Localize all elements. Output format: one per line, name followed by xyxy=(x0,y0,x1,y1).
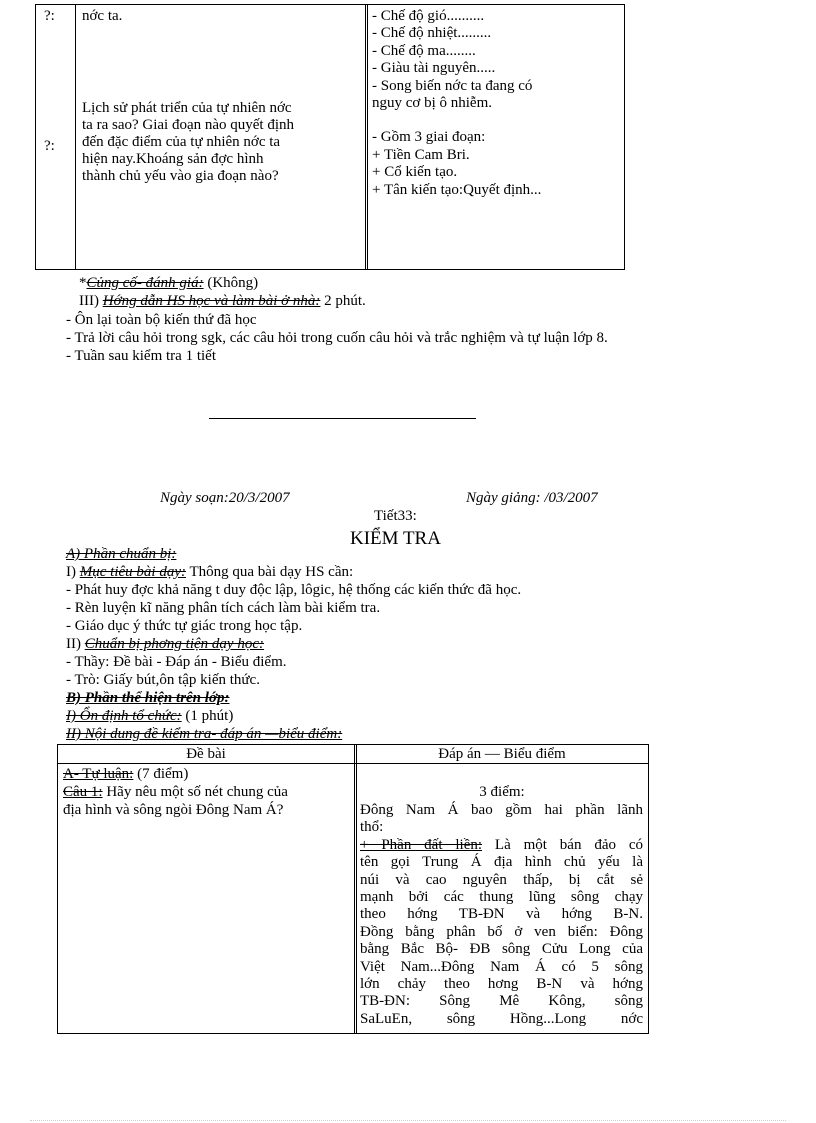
question-line: ta ra sao? Giai đoạn nào quyết định xyxy=(82,117,295,133)
consolidate-label: Củng cố- đánh giá: xyxy=(86,275,204,291)
objective-label: Mục tiêu bài dạy: xyxy=(79,564,186,580)
answer-line: + Cổ kiến tạo. xyxy=(372,164,458,181)
homework-line xyxy=(79,293,366,310)
column-header: Đáp án — Biểu điểm xyxy=(438,746,566,762)
section-number: III) xyxy=(79,293,103,309)
answer-line: Đồng bằng phân bố ở ven biển: Đông xyxy=(360,923,643,940)
question-1-text: địa hình và sông ngòi Đông Nam Á? xyxy=(63,802,284,818)
section-a-heading: A) Phần chuẩn bị: xyxy=(66,546,177,562)
answer-line: + Tân kiến tạo:Quyết định... xyxy=(372,181,542,198)
answer-line: núi và cao nguyên thấp, bị cắt sẻ xyxy=(360,871,643,888)
part-a-label: A- Tự luận: xyxy=(63,766,134,782)
prep-item: - Thầy: Đề bài - Đáp án - Biểu điểm. xyxy=(66,654,287,670)
column-divider xyxy=(365,5,368,269)
answer-line: mạnh bởi các thung lũng sông chạy xyxy=(360,889,643,906)
question-line: đến đặc điểm của tự nhiên nớc ta xyxy=(82,134,281,150)
section-number: I) xyxy=(66,564,80,580)
objective-line xyxy=(66,564,353,581)
answer-line: - Chế độ gió.......... xyxy=(372,8,485,24)
organization-label: I) Ổn định tổ chức: xyxy=(66,708,182,724)
answer-line: - Song biến nớc ta đang có xyxy=(372,77,533,94)
answer-line: Việt Nam...Đông Nam Á có 5 sông xyxy=(360,958,643,975)
answer-line: - Chế độ ma........ xyxy=(372,42,476,59)
page-bottom-rule xyxy=(30,1120,786,1121)
part-a-line xyxy=(63,766,188,783)
part-a-value: (7 điểm) xyxy=(133,766,189,782)
consolidate-line xyxy=(79,275,258,292)
answer-line: lớn chảy theo hơng B-N và hớng xyxy=(360,976,643,993)
question-line: hiện nay.Khoáng sản đợc hình xyxy=(82,151,264,167)
review-item: - Ôn lại toàn bộ kiến thứ đã học xyxy=(66,312,257,328)
answer-column xyxy=(372,8,620,199)
question-1-line xyxy=(63,784,288,801)
top-table xyxy=(35,4,625,270)
answer-line: nguy cơ bị ô nhiễm. xyxy=(372,95,492,112)
points-label: 3 điểm: xyxy=(479,784,525,800)
answer-line xyxy=(360,837,643,854)
question-line: Lịch sử phát triển của tự nhiên nớc xyxy=(82,100,292,116)
prep-label: Chuẩn bị phơng tiện dạy học: xyxy=(84,636,264,652)
date-taught: Ngày giảng: /03/2007 xyxy=(466,490,598,506)
answer-line: - Chế độ nhiệt......... xyxy=(372,25,492,42)
objective-item: - Phát huy đợc khả năng t duy độc lập, lôgic, hệ thống các kiến thức đã học. xyxy=(66,582,522,598)
consolidate-value: (Không) xyxy=(203,275,259,291)
exam-table xyxy=(57,744,649,1034)
prep-item: - Trò: Giấy bút,ôn tập kiến thức. xyxy=(66,672,260,688)
answer-line xyxy=(372,112,620,129)
homework-label: Hớng dẫn HS học và làm bài ở nhà: xyxy=(102,293,321,309)
organization-line xyxy=(66,708,233,725)
section-divider xyxy=(209,418,476,419)
review-item: - Tuần sau kiểm tra 1 tiết xyxy=(66,348,216,364)
mainland-label: + Phần đất liền: xyxy=(360,836,483,853)
mainland-text: Là một bán đảo có xyxy=(482,836,643,853)
column-divider xyxy=(75,5,76,269)
answer-block xyxy=(360,802,643,1028)
review-item: - Trả lời câu hỏi trong sgk, các câu hỏi trong cuốn câu hỏi và trắc nghiệm và tự luận lớp 8. xyxy=(66,330,608,346)
question-text xyxy=(82,100,362,185)
section-number: II) xyxy=(66,636,85,652)
header-divider xyxy=(58,763,648,764)
objective-value: Thông qua bài dạy HS cần: xyxy=(185,564,354,580)
bullet: * xyxy=(79,275,87,291)
column-header: Đề bài xyxy=(186,746,226,762)
question-1-text: Hãy nêu một số nét chung của xyxy=(102,784,288,800)
question-marker: ?: xyxy=(44,138,55,154)
question-1-label: Câu 1: xyxy=(63,784,103,800)
organization-value: (1 phút) xyxy=(181,708,234,724)
answer-line: - Giàu tài nguyên..... xyxy=(372,60,496,77)
period-number: Tiết33: xyxy=(374,508,417,524)
answer-line: bằng Bắc Bộ- ĐB sông Cửu Long của xyxy=(360,941,643,958)
section-b-heading: B) Phần thể hiện trên lớp: xyxy=(66,690,230,706)
answer-fragment: nớc ta. xyxy=(82,8,123,24)
answer-line: thổ: xyxy=(360,819,384,836)
answer-line: - Gồm 3 giai đoạn: xyxy=(372,129,486,146)
question-marker: ?: xyxy=(44,8,55,24)
question-line: thành chủ yếu vào gia đoạn nào? xyxy=(82,168,279,184)
answer-line: Đông Nam Á bao gồm hai phần lãnh xyxy=(360,802,643,818)
objective-item: - Rèn luyện kĩ năng phân tích cách làm bài kiểm tra. xyxy=(66,600,381,616)
answer-line: TB-ĐN: Sông Mê Kông, sông xyxy=(360,993,643,1010)
answer-line: + Tiền Cam Bri. xyxy=(372,146,470,163)
answer-line: SaLuEn, sông Hồng...Long nớc xyxy=(360,1010,643,1027)
objective-item: - Giáo dục ý thức tự giác trong học tập. xyxy=(66,618,303,634)
content-heading: II) Nội dung đề kiểm tra- đáp án —biểu điểm: xyxy=(66,726,343,742)
homework-value: 2 phút. xyxy=(320,293,366,309)
date-prepared: Ngày soạn:20/3/2007 xyxy=(160,490,290,506)
page-title: KIỂM TRA xyxy=(350,528,441,549)
answer-line: theo hớng TB-ĐN và hớng B-N. xyxy=(360,906,643,923)
answer-line: tên gọi Trung Á địa hình chủ yếu là xyxy=(360,854,643,871)
prep-line xyxy=(66,636,264,653)
